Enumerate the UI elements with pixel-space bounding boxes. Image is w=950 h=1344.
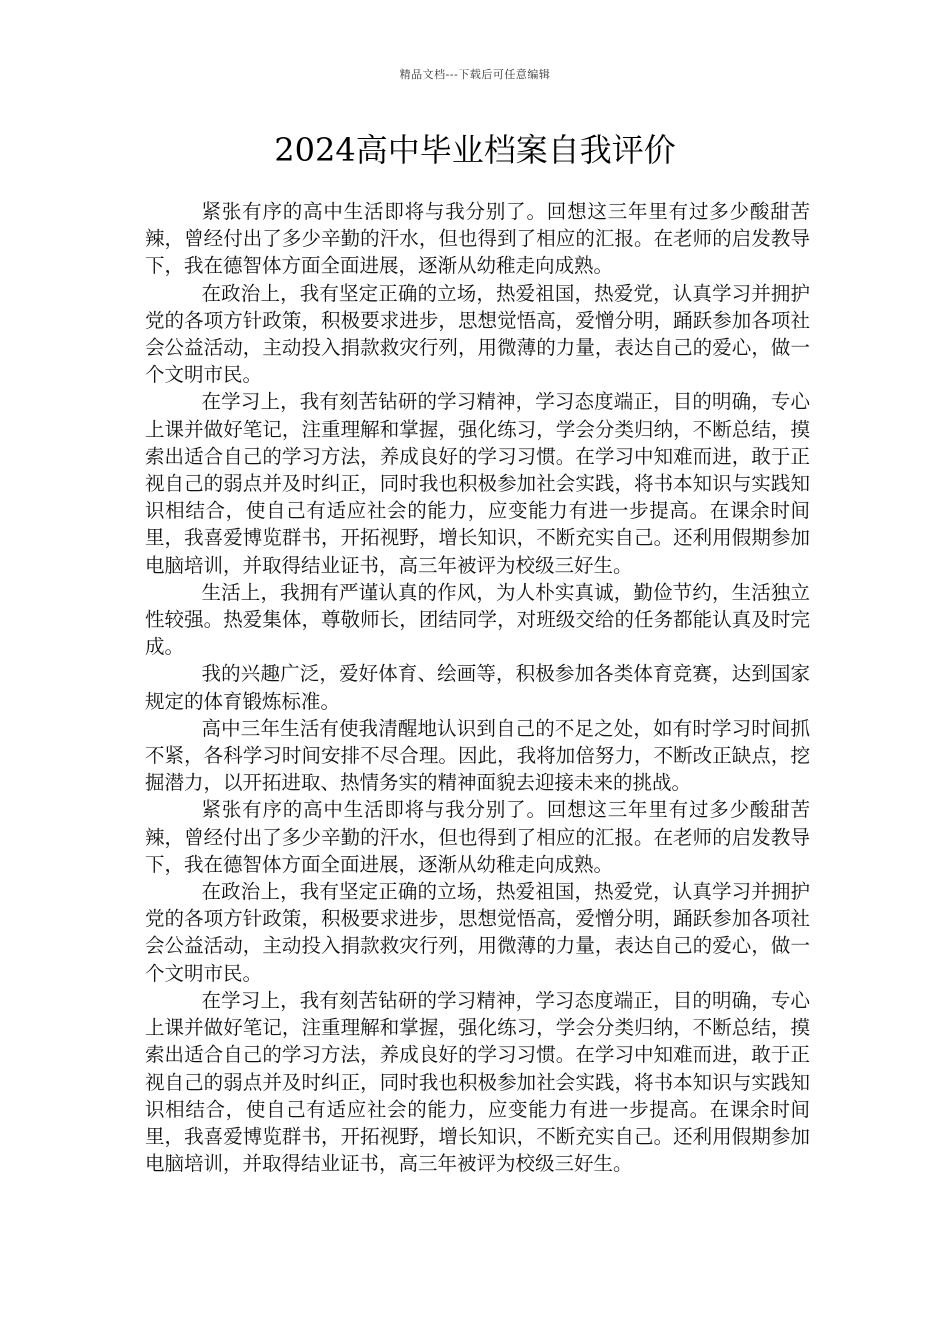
paragraph: 紧张有序的高中生活即将与我分别了。回想这三年里有过多少酸甜苦辣，曾经付出了多少辛勤的汗水，但也得到了相应的汇报。在老师的启发教导下，我在德智体方面全面进展，逐渐从幼稚走向成熟。: [145, 200, 810, 278]
paragraph: 高中三年生活有使我清醒地认识到自己的不足之处，如有时学习时间抓不紧，各科学习时间安排不尽合理。因此，我将加倍努力，不断改正缺点，挖掘潜力，以开拓进取、热情务实的精神面貌去迎接未来的挑战。: [145, 716, 810, 795]
paragraph: 在学习上，我有刻苦钻研的学习精神，学习态度端正，目的明确，专心上课并做好笔记，注重理解和掌握，强化练习，学会分类归纳，不断总结，摸索出适合自己的学习方法，养成良好的学习习惯。在学习中知难而进，敢于正视自己的弱点并及时纠正，同时我也积极参加社会实践，将书本知识与实践知识相结合，使自己有适应社会的能力，应变能力有进一步提高。在课余时间里，我喜爱博览群书，开拓视野，增长知识，不断充实自己。还利用假期参加电脑培训，并取得结业证书，高三年被评为校级三好生。: [145, 390, 810, 577]
paragraph: 生活上，我拥有严谨认真的作风，为人朴实真诚，勤俭节约，生活独立性较强。热爱集体，尊敬师长，团结同学，对班级交给的任务都能认真及时完成。: [145, 580, 810, 659]
paragraph: 在学习上，我有刻苦钻研的学习精神，学习态度端正，目的明确，专心上课并做好笔记，注重理解和掌握，强化练习，学会分类归纳，不断总结，摸索出适合自己的学习方法，养成良好的学习习惯。在学习中知难而进，敢于正视自己的弱点并及时纠正，同时我也积极参加社会实践，将书本知识与实践知识相结合，使自己有适应社会的能力，应变能力有进一步提高。在课余时间里，我喜爱博览群书，开拓视野，增长知识，不断充实自己。还利用假期参加电脑培训，并取得结业证书，高三年被评为校级三好生。: [145, 988, 810, 1176]
header-note: 精品文档---下载后可任意编辑: [399, 68, 551, 81]
document-body: [145, 198, 810, 1177]
document-title: 2024高中毕业档案自我评价: [274, 131, 676, 169]
paragraph: 在政治上，我有坚定正确的立场，热爱祖国，热爱党，认真学习并拥护党的各项方针政策，积极要求进步，思想觉悟高，爱憎分明，踊跃参加各项社会公益活动，主动投入捐款救灾行列，用微薄的力量，表达自己的爱心，做一个文明市民。: [145, 281, 810, 387]
paragraph: 紧张有序的高中生活即将与我分别了。回想这三年里有过多少酸甜苦辣，曾经付出了多少辛勤的汗水，但也得到了相应的汇报。在老师的启发教导下，我在德智体方面全面进展，逐渐从幼稚走向成熟。: [145, 798, 810, 876]
paragraph: 我的兴趣广泛，爱好体育、绘画等，积极参加各类体育竞赛，达到国家规定的体育锻炼标准。: [145, 662, 810, 713]
paragraph: 在政治上，我有坚定正确的立场，热爱祖国，热爱党，认真学习并拥护党的各项方针政策，积极要求进步，思想觉悟高，爱憎分明，踊跃参加各项社会公益活动，主动投入捐款救灾行列，用微薄的力量，表达自己的爱心，做一个文明市民。: [145, 880, 810, 985]
